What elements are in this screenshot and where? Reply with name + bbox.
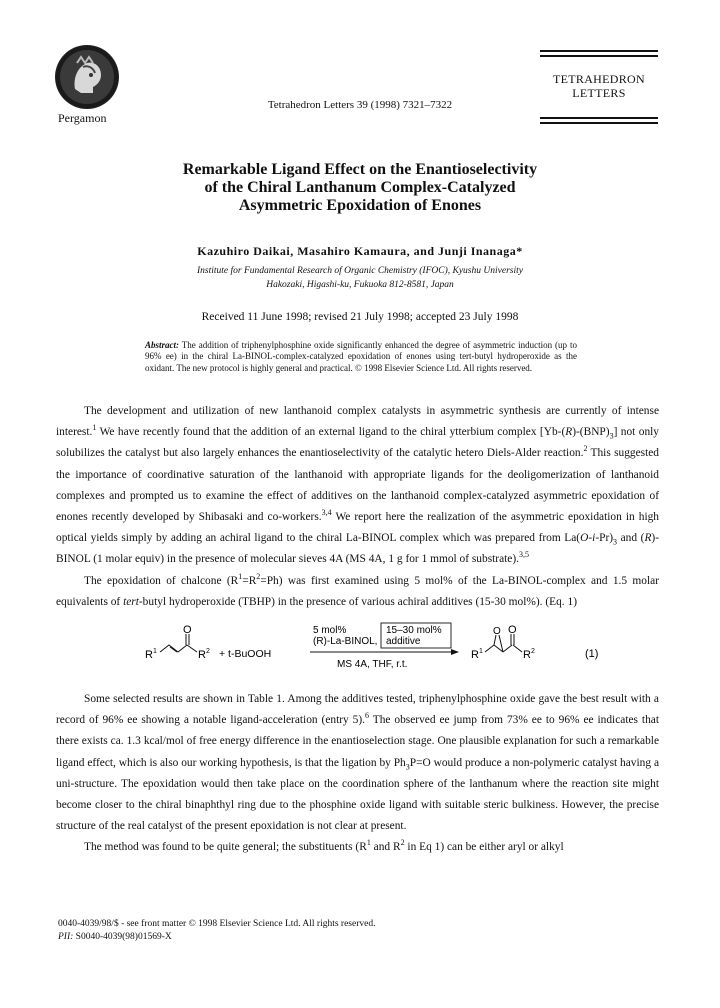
reference-marker: 3,5	[519, 550, 530, 560]
text-run: -	[588, 532, 593, 545]
abstract-label: Abstract:	[145, 340, 180, 350]
journal-name-line2: LETTERS	[572, 86, 626, 100]
title-line-3: Asymmetric Epoxidation of Enones	[238, 197, 482, 214]
journal-rule-bottom-2	[540, 122, 658, 124]
equation-number: (1)	[585, 648, 599, 660]
title-line-2: of the Chiral Lanthanum Complex-Catalyzed	[204, 179, 516, 196]
reaction-scheme-eq1	[145, 621, 645, 671]
title-line-1: Remarkable Ligand Effect on the Enantioselectivity	[182, 161, 538, 178]
copyright-line: 0040-4039/98/$ - see front matter © 1998 Elsevier Science Ltd. All rights reserved.	[58, 919, 376, 929]
text-run: -butyl hydroperoxide (TBHP) in the presence of various achiral additives (15-30 mol%). (Eq. 1)	[138, 596, 577, 609]
journal-rule-bottom	[540, 117, 658, 119]
subscript: 3	[613, 537, 618, 547]
catalyst-amount: 5 mol%	[313, 625, 347, 636]
product-r2: $R^2$	[523, 648, 535, 661]
reaction-conditions: MS 4A, THF, r.t.	[337, 659, 408, 670]
enone-r1: $R^1$	[145, 648, 157, 661]
affiliation-line-2: Hakozaki, Higashi-ku, Fukuoka 812-8581, Japan	[266, 280, 454, 290]
text-run: =R	[242, 575, 257, 587]
affiliation-line-1: Institute for Fundamental Research of Organic Chemistry (IFOC), Kyushu University	[197, 266, 523, 276]
publisher-name: Pergamon	[58, 111, 107, 125]
body-paragraph-4	[56, 837, 659, 858]
text-run: tert	[123, 596, 139, 609]
product-bond-2	[503, 645, 512, 652]
text-run: P=O would produce a non-polymeric catalyst having a uni-structure. The epoxidation would then take place on the coordination sphere of the lanthanum where the reaction site might become closer to the chiral binaphthyl ring due to the phosphine oxide ligand with suitable steric bulkiness. However, the precise structure of the real catalyst of the present epoxidation is not clear at present.	[56, 756, 659, 833]
enone-r2: $R^2$	[198, 648, 210, 661]
additive-amount: 15–30 mol%	[386, 625, 442, 636]
product-bond	[485, 645, 494, 652]
text-run: The epoxidation of chalcone (R	[84, 575, 239, 587]
product-r1: $R^1$	[471, 648, 483, 661]
received-dates: Received 11 June 1998; revised 21 July 1998; accepted 23 July 1998	[201, 311, 519, 323]
reference-marker: 6	[365, 711, 370, 721]
journal-rule-top	[540, 50, 658, 52]
epoxide-oxygen: O	[493, 626, 501, 637]
text-run: R	[644, 532, 652, 545]
superscript: 1	[238, 572, 243, 582]
subscript: 3	[609, 431, 614, 441]
additive-label: additive	[386, 636, 421, 647]
text-run: -Pr)	[595, 532, 614, 545]
reagent-tbhp: + t-BuOOH	[219, 648, 272, 660]
text-run: The development and utilization of new lanthanoid complex catalysts in asymmetric synthesis are currently of intense interest.	[56, 405, 659, 439]
text-run: Some selected results are shown in Table 1. Among the additives tested, triphenylphosphine oxide gave the best result with a record of 96% ee showing a notable ligand-acceleration (entry 5).	[56, 693, 659, 727]
text-run: We report here the realization of the asymmetric epoxidation in high optical yields simply by adding an achiral ligand to the chiral La-BINOL complex which was prepared from La(	[56, 511, 659, 545]
affiliation	[0, 264, 720, 292]
product-oxygen: O	[508, 624, 517, 636]
author-list: Kazuhiro Daikai, Masahiro Kamaura, and Junji Inanaga*	[197, 244, 523, 258]
text-run: The method was found to be quite general; the substituents (R	[84, 841, 367, 854]
abstract-text: The addition of triphenylphosphine oxide significantly enhanced the degree of asymmetric induction (up to 96% ee) in the chiral La-BINOL-complex-catalyzed epoxidation of enones using tert-butyl hydroperoxide as the oxidant. The new protocol is highly general and practical. © 1998 Elsevier Science Ltd. All rights reserved.	[145, 340, 577, 373]
pii-line	[58, 931, 375, 944]
text-run: and R	[370, 841, 401, 854]
superscript: 1	[366, 838, 371, 848]
superscript: 2	[256, 572, 261, 582]
text-run: R	[565, 426, 573, 439]
journal-rule-top-2	[540, 55, 658, 57]
text-run: ] not only solubilizes the catalyst but also largely enhances the enantioselectivity of the catalytic hetero Diels-Alder reaction.	[56, 426, 660, 460]
subscript: 3	[405, 761, 410, 771]
journal-citation: Tetrahedron Letters 39 (1998) 7321–7322	[267, 99, 453, 111]
text-run: This suggested the importance of coordinative saturation of the lanthanoid with appropriate ligands for the deoligomerization of lanthanoid complexes and prompted us to examine the effect of additives on the lanthanoid complex-catalyzed asymmetric epoxidation of enones recently developed by Shibasaki and co-workers.	[56, 447, 659, 524]
reference-marker: 2	[583, 444, 588, 454]
abstract	[145, 340, 577, 374]
footer	[58, 918, 375, 943]
body-paragraph-2	[56, 571, 659, 613]
pii-label: PII:	[58, 931, 74, 942]
reference-marker: 1	[92, 423, 97, 433]
enone-double-bond	[170, 647, 177, 652]
text-run: )-(BNP)	[572, 426, 610, 439]
text-run: =Ph) was first examined using 5 mol% of the La-BINOL-complex and 1.5 molar equivalents of	[56, 575, 659, 609]
pii-value: S0040-4039(98)01569-X	[73, 931, 172, 942]
text-run: and (	[617, 532, 645, 545]
body-paragraph-3	[56, 689, 659, 859]
journal-name-line1: TETRAHEDRON	[553, 72, 645, 86]
body-paragraph-1	[56, 401, 659, 571]
arrow-head-icon	[451, 649, 459, 655]
text-run: i	[592, 532, 596, 545]
text-run: in Eq 1) can be either aryl or alkyl	[404, 841, 564, 854]
text-run: We have recently found that the addition of an external ligand to the chiral ytterbium complex [Yb-(	[96, 426, 566, 439]
text-run: )-BINOL (1 molar equiv) in the presence of molecular sieves 4A (MS 4A, 1 g for 1 mmol of substrate).	[56, 532, 659, 566]
enone-bond	[187, 645, 197, 652]
text-run: O	[580, 532, 589, 545]
article-title	[90, 161, 630, 215]
text-run: The observed ee jump from 73% ee to 96% ee indicates that there exists ca. 1.3 kcal/mol of free energy difference in the enantioselection stage. One plausible explanation for such a remarkable ligand effect, which is also our working hypothesis, is that the ligation by Ph	[56, 714, 659, 769]
enone-skeleton	[160, 645, 187, 652]
enone-oxygen: O	[183, 624, 192, 636]
catalyst-name: (R)-La-BINOL,	[313, 636, 378, 647]
product-bond-3	[513, 645, 522, 652]
reference-marker: 3,4	[321, 508, 332, 518]
superscript: 2	[400, 838, 405, 848]
journal-name	[540, 72, 658, 100]
